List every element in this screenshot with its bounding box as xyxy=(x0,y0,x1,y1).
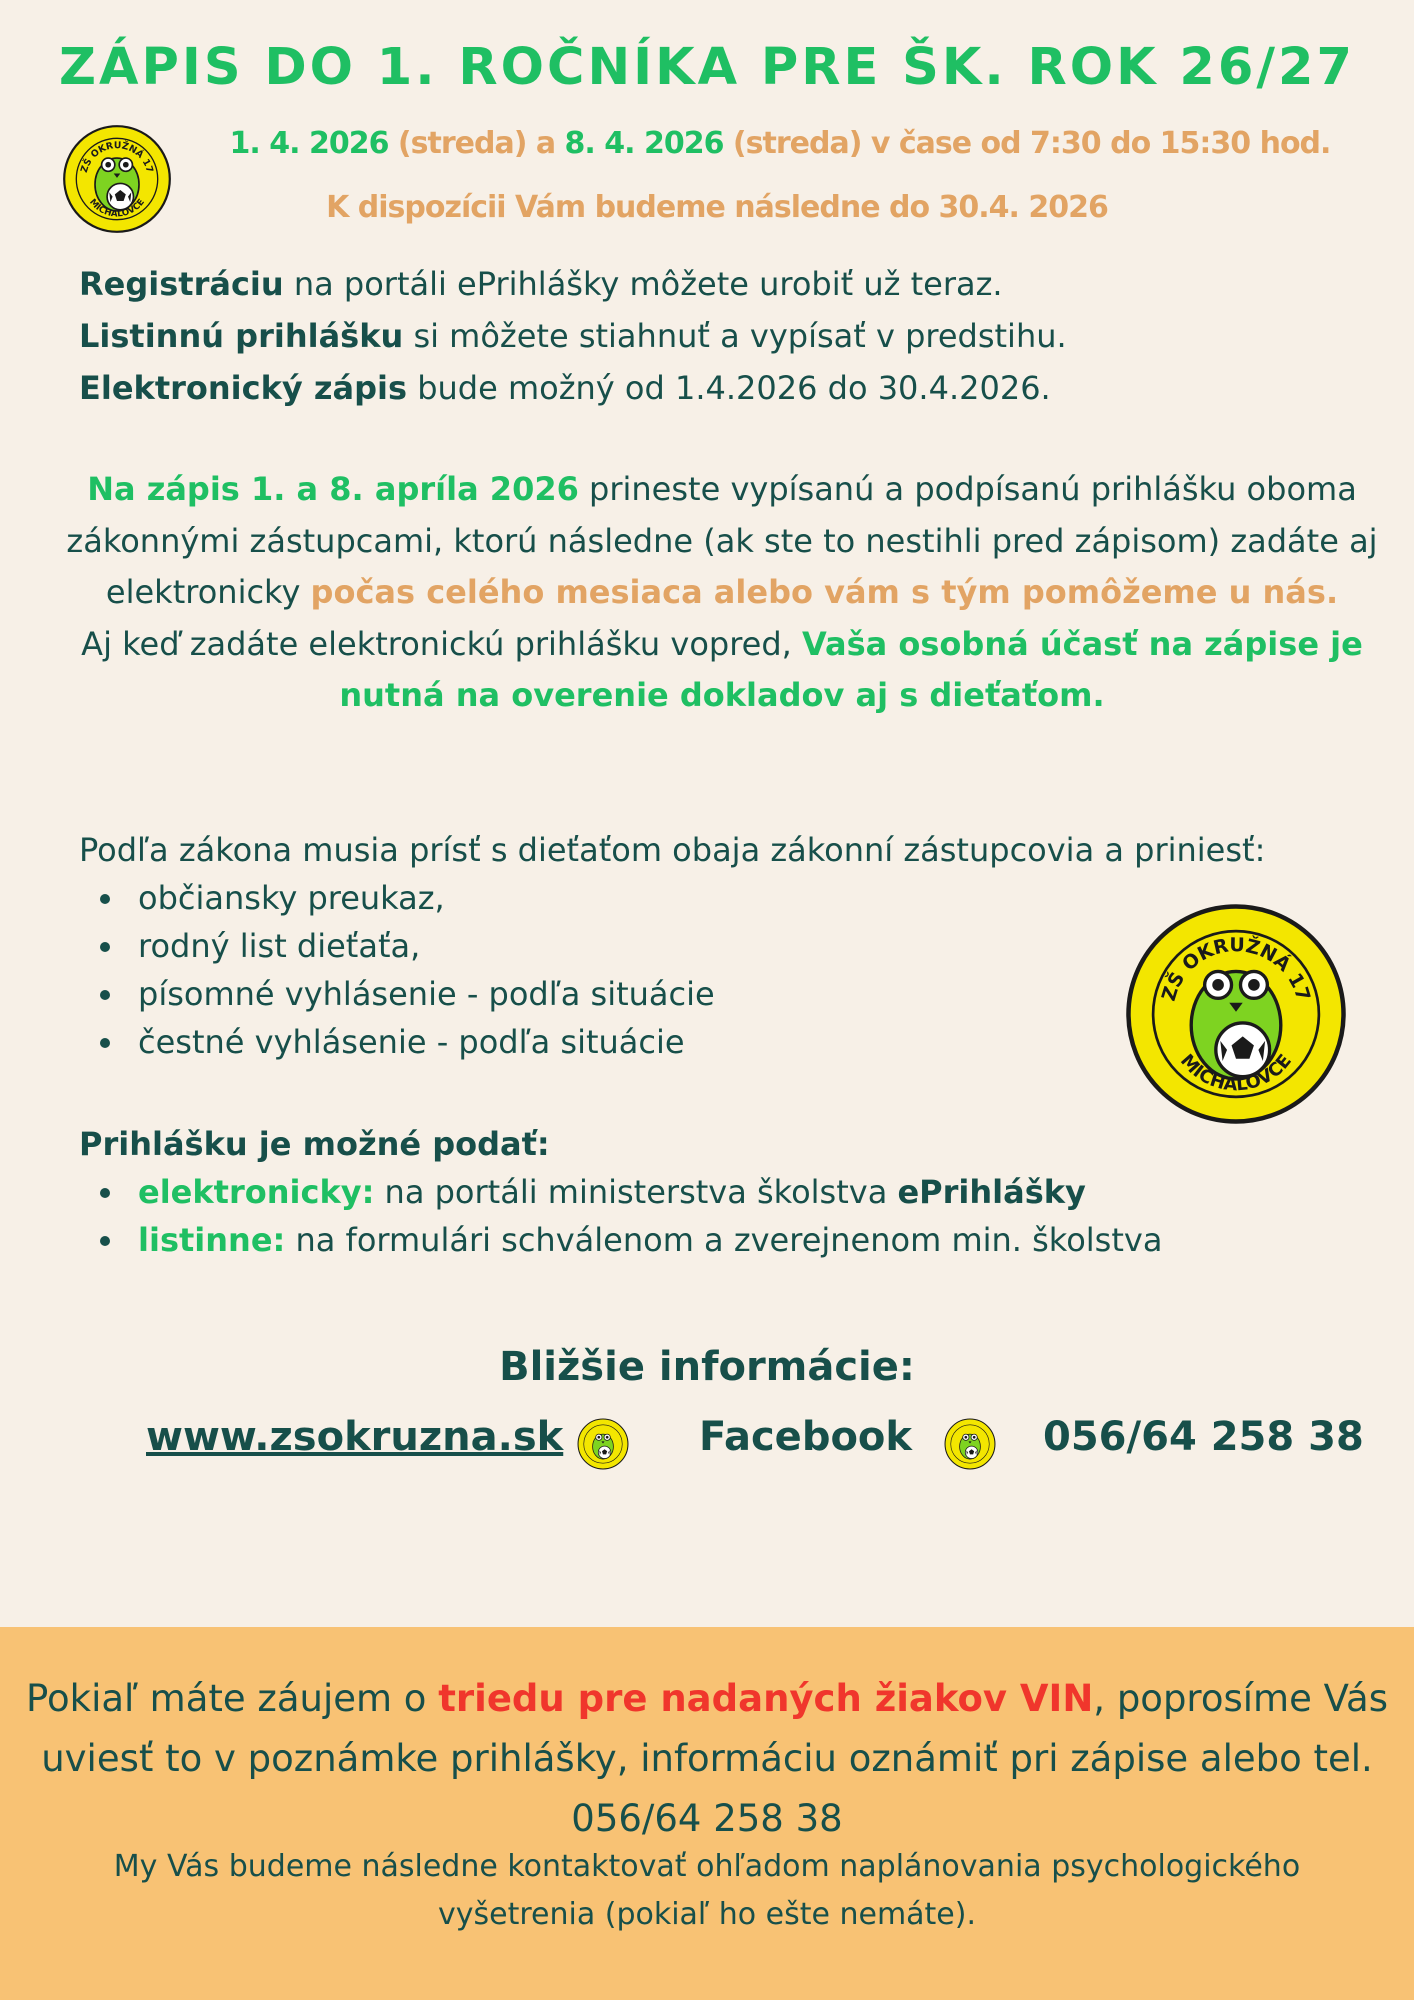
footer-sub-text: My Vás budeme následne kontaktovať ohľadom naplánovania psychologického vyšetrenia (pokiaľ ho ešte nemáte). xyxy=(113,1849,1301,1932)
notice-paragraph xyxy=(66,619,1378,722)
page-title: ZÁPIS DO 1. ROČNÍKA PRE ŠK. ROK 26/27 xyxy=(59,38,1355,97)
day-2-time: (streda) v čase od 7:30 do 15:30 hod. xyxy=(723,126,1331,161)
notice-text-2: Aj keď zadáte elektronickú prihlášku vopred, xyxy=(81,624,802,663)
intro-line xyxy=(79,258,1359,310)
legal-lead: Podľa zákona musia prísť s dieťaťom obaja zákonní zástupcovia a priniesť: xyxy=(79,831,1266,869)
footer-main-text xyxy=(20,1669,1394,1849)
footer-banner xyxy=(0,1627,1414,2000)
intro-line xyxy=(79,310,1359,362)
date-2: 8. 4. 2026 xyxy=(564,126,724,161)
footer-pre: Pokiaľ máte záujem o xyxy=(26,1677,439,1720)
apply-label: listinne: xyxy=(138,1221,286,1259)
list-item: rodný list dieťaťa, xyxy=(79,922,1379,970)
notice-green-end: Vaša osobná účasť na zápise je nutná na overenie dokladov aj s dieťaťom. xyxy=(339,624,1363,714)
svg-text:MICHALOVCE: MICHALOVCE xyxy=(1176,1050,1296,1096)
facebook-link[interactable]: Facebook xyxy=(699,1414,913,1460)
svg-text:ZŠ OKRUŽNÁ 17: ZŠ OKRUŽNÁ 17 xyxy=(78,140,156,175)
apply-text: na portáli ministerstva školstva xyxy=(374,1173,898,1211)
website-link[interactable]: www.zsokruzna.sk xyxy=(146,1414,564,1460)
intro-bold: Listinnú prihlášku xyxy=(79,317,404,355)
availability-note: K dispozícii Vám budeme následne do 30.4. 2026 xyxy=(326,190,1108,225)
notice-block xyxy=(66,464,1378,722)
intro-text: si môžete stiahnuť a vypísať v predstihu. xyxy=(403,317,1067,355)
intro-bold: Elektronický zápis xyxy=(79,369,408,407)
day-1: (streda) a xyxy=(388,126,565,161)
school-logo-icon xyxy=(944,1418,996,1470)
intro-block xyxy=(79,258,1359,414)
list-item xyxy=(79,1168,1379,1216)
school-logo-large xyxy=(1124,902,1348,1126)
list-item: písomné vyhlásenie - podľa situácie xyxy=(79,970,1379,1018)
intro-text: na portáli ePrihlášky môžete urobiť už teraz. xyxy=(283,265,1003,303)
enrollment-dates xyxy=(190,126,1370,161)
svg-text:MICHALOVCE: MICHALOVCE xyxy=(87,197,147,220)
phone-number[interactable]: 056/64 258 38 xyxy=(1043,1414,1364,1460)
date-1: 1. 4. 2026 xyxy=(229,126,389,161)
apply-text: na formulári schválenom a zverejnenom min. školstva xyxy=(285,1221,1163,1259)
intro-line xyxy=(79,362,1359,414)
notice-paragraph xyxy=(66,464,1378,619)
list-item: občiansky preukaz, xyxy=(79,874,1379,922)
intro-text: bude možný od 1.4.2026 do 30.4.2026. xyxy=(407,369,1051,407)
notice-text: prineste vypísanú a podpísanú prihlášku oboma zákonnými zástupcami, ktorú následne (ak ste to nestihli pred zápisom) zadáte aj elektronicky xyxy=(66,470,1378,611)
apply-heading: Prihlášku je možné podať: xyxy=(79,1125,550,1163)
footer-post: , poprosíme Vás uviesť to v poznámke prihlášky, informáciu oznámiť pri zápise alebo tel. 056/64 258 38 xyxy=(41,1677,1388,1840)
apply-list xyxy=(79,1168,1379,1264)
list-item: čestné vyhlásenie - podľa situácie xyxy=(79,1018,1379,1066)
list-item xyxy=(79,1216,1379,1264)
eprihlasky-link[interactable]: ePrihlášky xyxy=(897,1173,1086,1211)
apply-label: elektronicky: xyxy=(138,1173,375,1211)
application-methods xyxy=(79,1120,1379,1264)
contact-title: Bližšie informácie: xyxy=(499,1344,915,1390)
svg-text:ZŠ OKRUŽNÁ 17: ZŠ OKRUŽNÁ 17 xyxy=(1157,934,1315,1004)
intro-bold: Registráciu xyxy=(79,265,284,303)
school-logo-icon xyxy=(577,1418,629,1470)
footer-highlight: triedu pre nadaných žiakov VIN xyxy=(438,1677,1094,1720)
notice-orange: počas celého mesiaca alebo vám s tým pomôžeme u nás. xyxy=(310,573,1339,611)
notice-green-lead: Na zápis 1. a 8. apríla 2026 xyxy=(87,470,579,508)
